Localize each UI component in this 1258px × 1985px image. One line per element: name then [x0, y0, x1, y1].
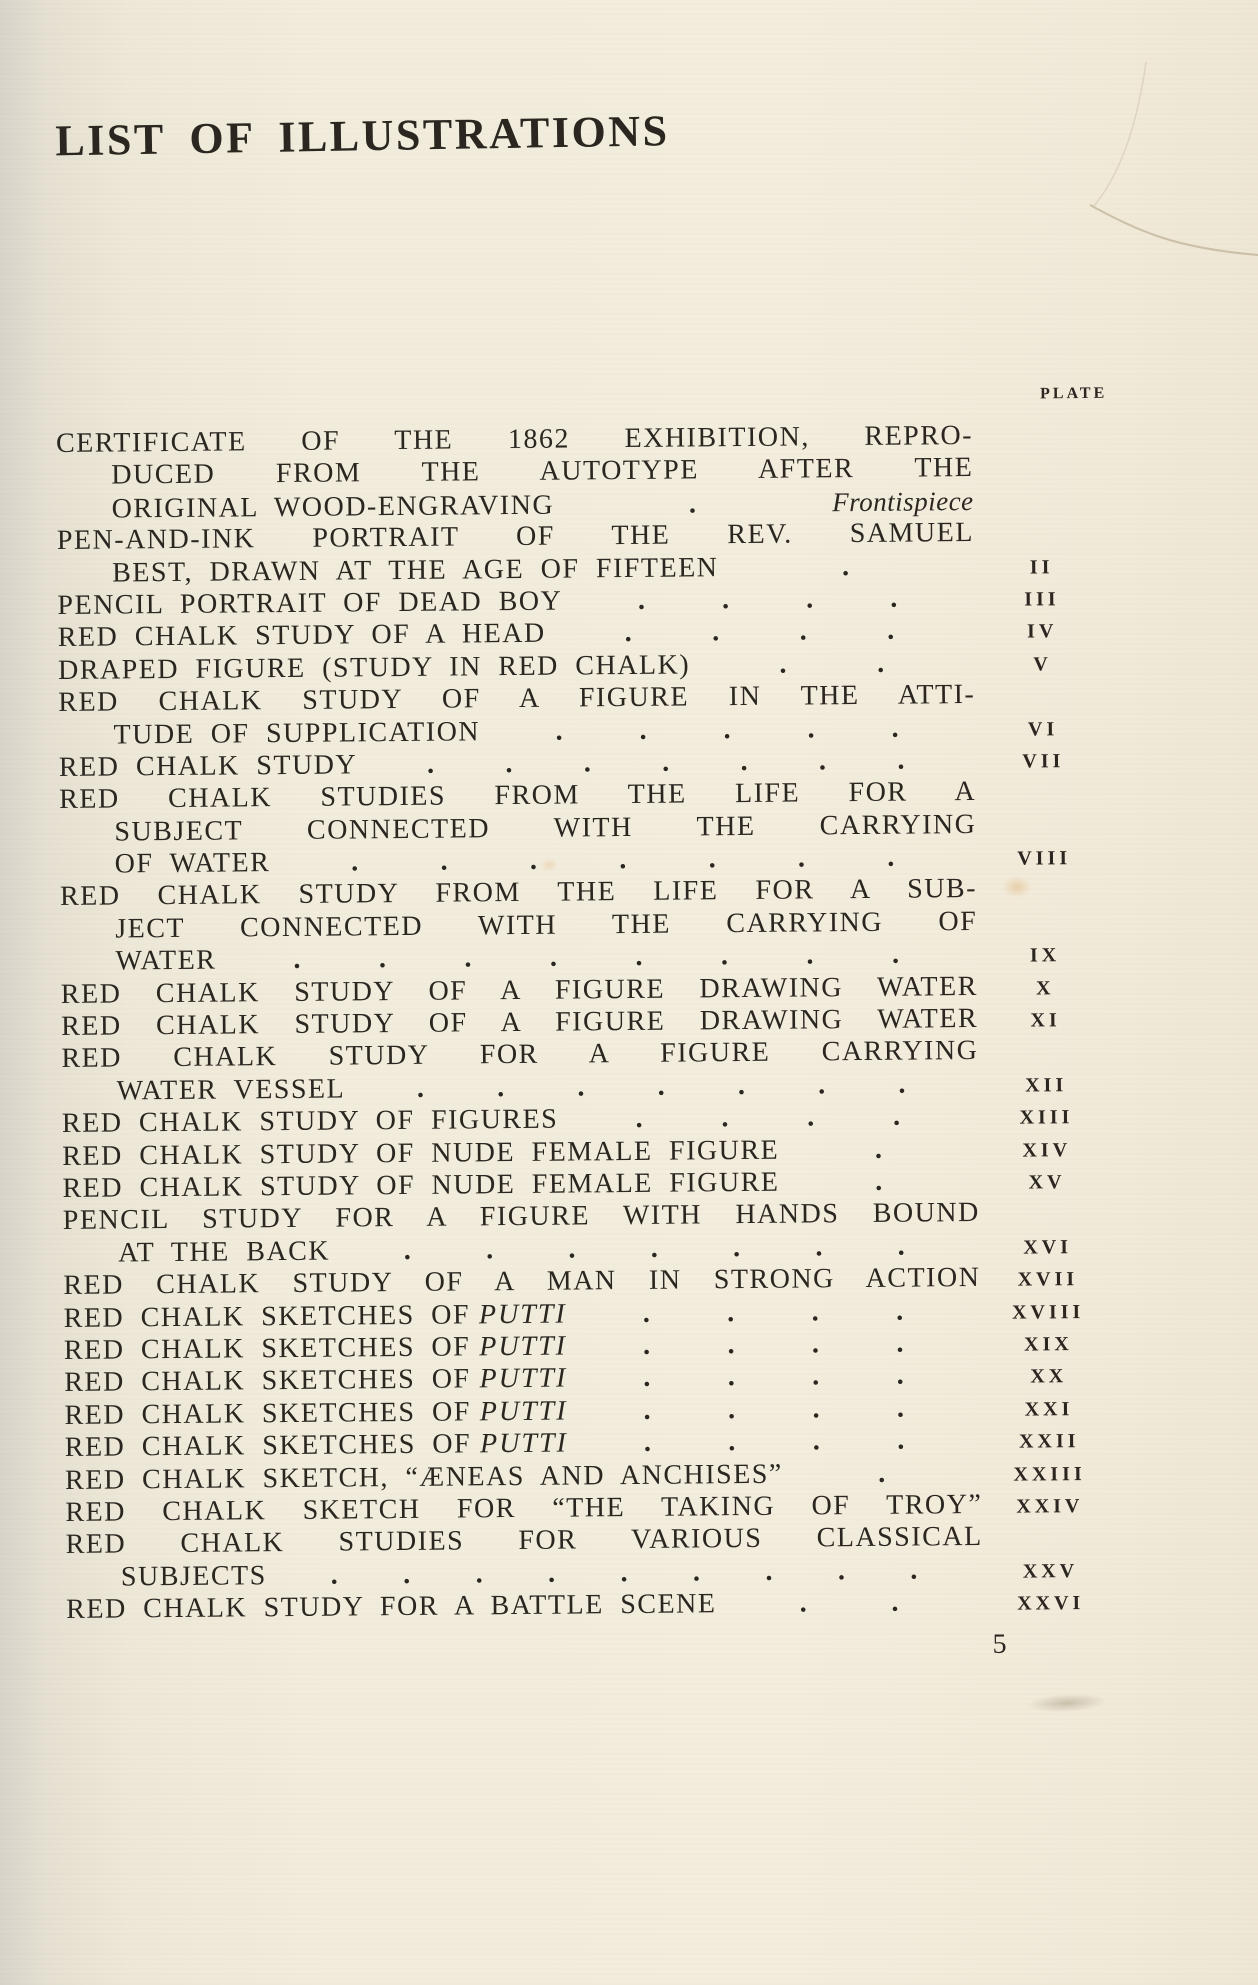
leader-dot: . [818, 745, 828, 777]
plate-numeral [976, 799, 1111, 800]
leader-dot: . [897, 1230, 907, 1262]
leader-dot: . [416, 1072, 426, 1104]
leader-dot: . [351, 846, 360, 878]
plate-numeral: XXII [1018, 1430, 1080, 1453]
entry-text: RED CHALK STUDY OF A MAN IN STRONG ACTION [63, 1262, 981, 1302]
plate-numeral: XVIII [1011, 1300, 1085, 1324]
leader-dots [567, 1294, 981, 1330]
leader-dot: . [811, 1295, 821, 1327]
entry-text: RED CHALK STUDY OF A HEAD [57, 618, 546, 654]
plate-numeral [980, 1220, 1115, 1221]
leader-dot: . [797, 842, 807, 874]
leader-dot: . [721, 584, 731, 616]
entry-text-italic: PUTTI [479, 1362, 568, 1395]
plate-numeral: XII [1025, 1073, 1068, 1097]
leader-dot: . [293, 944, 303, 976]
entry-text: RED CHALK SKETCHES OF [63, 1331, 471, 1366]
leader-dot: . [529, 844, 539, 876]
leader-dot: . [727, 1296, 736, 1328]
leader-dot: . [620, 1556, 630, 1588]
entry-text: RED CHALK STUDY FOR A BATTLE SCENE [66, 1588, 717, 1626]
leader-dot: . [403, 1234, 413, 1266]
page-title: LIST OF ILLUSTRATIONS [55, 106, 670, 166]
plate-numeral: XXIV [1016, 1494, 1084, 1518]
leader-dots [716, 1586, 983, 1621]
leader-dot: . [568, 1233, 578, 1265]
plate-numeral: XXV [1022, 1559, 1079, 1583]
leader-dot: . [887, 841, 896, 873]
plate-numeral: XXI [1024, 1397, 1074, 1421]
leader-dot: . [486, 1233, 495, 1266]
leader-dot: . [712, 616, 721, 648]
plate-numeral [974, 540, 1109, 541]
leader-dot: . [708, 843, 718, 875]
leader-dot: . [728, 1426, 737, 1458]
entry-text: DRAPED FIGURE (STUDY IN RED CHALK) [57, 649, 691, 686]
entry-text: RED CHALK STUDIES FOR VARIOUS CLASSICAL [65, 1521, 983, 1561]
leader-dot: . [721, 1102, 731, 1134]
plate-numeral: XI [1030, 1009, 1061, 1032]
entry-text: AT THE BACK [117, 1235, 331, 1269]
leader-dot: . [657, 1070, 667, 1102]
leader-dots [480, 711, 976, 748]
plate-numeral [983, 1544, 1118, 1545]
leader-dot: . [896, 1359, 906, 1392]
plate-numeral [976, 831, 1111, 832]
plate-numeral: XVI [1023, 1235, 1073, 1259]
leader-dot: . [807, 712, 817, 744]
plate-numeral: XIV [1022, 1138, 1072, 1162]
leader-dot: . [637, 584, 647, 616]
frontispiece-label: Frontispiece [831, 485, 974, 517]
illustration-list [56, 419, 1118, 1627]
plate-numeral: IV [1027, 620, 1058, 643]
leader-dots [357, 744, 976, 782]
leader-dots [554, 487, 832, 522]
entry-text-italic: PUTTI [479, 1427, 569, 1460]
entry-text: RED CHALK STUDY OF NUDE FEMALE FIGURE [62, 1134, 780, 1172]
leader-dot: . [549, 941, 559, 973]
plate-numeral: III [1024, 588, 1060, 611]
entry-text: DUCED FROM THE AUTOTYPE AFTER THE [111, 452, 974, 491]
leader-dot: . [662, 746, 671, 778]
plate-numeral [978, 1058, 1113, 1059]
leader-dot: . [875, 1165, 884, 1197]
entry-text: RED CHALK STUDY [58, 749, 358, 783]
entry-text: WATER [115, 944, 217, 977]
leader-dot: . [643, 1394, 653, 1426]
leader-dot: . [896, 1295, 905, 1327]
leader-dot: . [896, 1392, 906, 1424]
entry-text: PENCIL PORTRAIT OF DEAD BOY [57, 585, 563, 621]
entry-text: SUBJECTS [120, 1559, 267, 1593]
leader-dot: . [583, 747, 593, 779]
leader-dot: . [892, 1100, 902, 1132]
leader-dot: . [692, 1556, 702, 1588]
leader-dot: . [898, 1068, 908, 1100]
page-number: 5 [992, 1628, 1007, 1660]
leader-dot: . [897, 744, 906, 776]
entry-text: RED CHALK STUDY OF A FIGURE DRAWING WATER [61, 1002, 979, 1042]
entry-text: RED CHALK STUDY OF A FIGURE DRAWING WATER [60, 970, 978, 1010]
leader-dot: . [740, 745, 750, 777]
entry-text: TUDE OF SUPPLICATION [113, 715, 481, 751]
leader-dot: . [812, 1425, 822, 1457]
plate-numeral [977, 896, 1112, 897]
plate-numeral: XXIII [1013, 1462, 1086, 1486]
leader-dot: . [891, 938, 901, 970]
entry-text: RED CHALK SKETCH FOR “THE TAKING OF TROY” [65, 1488, 983, 1528]
leader-dot: . [426, 748, 436, 780]
leader-dot: . [635, 1103, 645, 1135]
leader-dots [779, 1133, 979, 1167]
leader-dot: . [619, 844, 628, 876]
leader-dot: . [818, 1069, 827, 1101]
entry-text: RED CHALK SKETCH, “ÆNEAS AND ANCHISES” [64, 1458, 783, 1496]
leader-dots [558, 1100, 979, 1136]
leader-dot: . [841, 550, 851, 582]
leader-dot: . [505, 747, 515, 779]
leader-dots [779, 1165, 979, 1199]
entry-text: RED CHALK STUDY FOR A FIGURE CARRYING [61, 1035, 979, 1075]
plate-numeral [974, 509, 1109, 510]
entry-text: RED CHALK STUDY OF NUDE FEMALE FIGURE [62, 1166, 780, 1204]
plate-numeral: VI [1027, 717, 1059, 741]
leader-dot: . [806, 939, 816, 971]
leader-dot: . [765, 1555, 775, 1587]
leader-dots [568, 1424, 982, 1460]
leader-dot: . [877, 647, 886, 679]
plate-numeral [975, 702, 1110, 703]
leader-dot: . [643, 1426, 653, 1458]
plate-numeral: XIX [1024, 1333, 1073, 1356]
leader-dot: . [891, 712, 901, 744]
plate-numeral: XIII [1019, 1106, 1074, 1129]
plate-numeral [977, 929, 1112, 930]
leader-dot: . [887, 615, 896, 647]
leader-dot: . [891, 1586, 901, 1618]
leader-dot: . [577, 1071, 587, 1103]
entry-text: RED CHALK SKETCHES OF [64, 1396, 471, 1431]
plate-numeral: XV [1028, 1171, 1066, 1194]
leader-dot: . [732, 1231, 742, 1263]
leader-dot: . [727, 1361, 737, 1393]
leader-dot: . [799, 1587, 809, 1619]
entry-text: CERTIFICATE OF THE 1862 EXHIBITION, REPRO- [55, 419, 974, 459]
leader-dot: . [642, 1329, 652, 1361]
plate-numeral: XX [1030, 1365, 1068, 1388]
leader-dot: . [723, 713, 733, 745]
leader-dot: . [403, 1558, 412, 1590]
entry-text: RED CHALK SKETCHES OF [63, 1298, 471, 1334]
plate-numeral: V [1033, 653, 1052, 676]
plate-numeral: XVII [1017, 1268, 1079, 1291]
leader-dots [567, 1392, 981, 1428]
leader-dot: . [837, 1554, 847, 1586]
entry-text: RED CHALK STUDY OF A FIGURE IN THE ATTI- [58, 679, 976, 719]
leader-dot: . [779, 648, 789, 680]
leader-dot: . [874, 1133, 884, 1165]
leader-dot: . [737, 1069, 747, 1101]
leader-dot: . [897, 1424, 906, 1456]
entry-text: RED CHALK STUDY OF FIGURES [61, 1103, 559, 1140]
plate-numeral: IX [1029, 944, 1061, 967]
leader-dot: . [547, 1557, 557, 1589]
leader-dots [546, 614, 975, 650]
leader-dots [783, 1456, 983, 1490]
leader-dot: . [811, 1328, 821, 1360]
plate-numeral: X [1036, 976, 1055, 1000]
leader-dot: . [642, 1297, 652, 1329]
entry-text: RED CHALK SKETCHES OF [64, 1428, 472, 1464]
plate-numeral [973, 443, 1108, 444]
leader-dots [690, 647, 975, 682]
leader-dot: . [688, 488, 698, 520]
entry-text: OF WATER [114, 847, 271, 880]
entry-text-italic: PUTTI [479, 1395, 568, 1428]
entry-text: RED CHALK STUDY FROM THE LIFE FOR A SUB- [59, 873, 978, 913]
entry-text: ORIGINAL WOOD-ENGRAVING [111, 489, 555, 525]
leader-dot: . [378, 943, 388, 975]
leader-dot: . [812, 1360, 821, 1392]
leader-dot: . [910, 1554, 919, 1586]
plate-column-header: PLATE [1040, 384, 1108, 403]
leader-dots [562, 582, 974, 618]
entry-text: SUBJECT CONNECTED WITH THE CARRYING [114, 808, 977, 848]
entry-text-italic: PUTTI [478, 1298, 567, 1330]
entry-text: RED CHALK STUDIES FROM THE LIFE FOR A [59, 776, 977, 816]
entry-text-italic: PUTTI [479, 1330, 568, 1363]
leader-dot: . [464, 942, 474, 974]
leader-dot: . [807, 1101, 816, 1133]
entry-text: PENCIL STUDY FOR A FIGURE WITH HANDS BOUND [62, 1197, 980, 1237]
leader-dot: . [812, 1393, 822, 1425]
leader-dot: . [635, 941, 645, 973]
leader-dot: . [624, 617, 634, 649]
leader-dot: . [330, 1559, 340, 1591]
entry-text: JECT CONNECTED WITH THE CARRYING OF [115, 905, 978, 945]
leader-dot: . [815, 1231, 825, 1263]
leader-dot: . [639, 714, 649, 746]
plate-numeral [973, 475, 1108, 476]
leader-dot: . [727, 1393, 737, 1425]
plate-numeral: VII [1022, 750, 1065, 773]
leader-dots [567, 1359, 981, 1395]
entry-text: BEST, DRAWN AT THE AGE OF FIFTEEN [112, 551, 719, 589]
leader-dot: . [878, 1457, 887, 1489]
leader-dot: . [799, 615, 809, 647]
leader-dot: . [555, 715, 565, 747]
plate-numeral: VIII [1017, 847, 1072, 870]
leader-dot: . [896, 1327, 906, 1359]
leader-dot: . [720, 940, 730, 972]
leader-dot: . [650, 1232, 660, 1264]
entry-text: PEN-AND-INK PORTRAIT OF THE REV. SAMUEL [56, 517, 975, 557]
leader-dots [567, 1327, 981, 1363]
entry-text: RED CHALK SKETCHES OF [64, 1363, 471, 1399]
leader-dot: . [475, 1557, 485, 1590]
leader-dot: . [890, 582, 899, 614]
leader-dots [718, 550, 974, 585]
entry-text: WATER VESSEL [116, 1073, 346, 1107]
plate-numeral: XXVI [1017, 1592, 1085, 1615]
leader-dot: . [497, 1071, 506, 1103]
plate-numeral: II [1029, 555, 1054, 579]
leader-dot: . [643, 1362, 652, 1394]
leader-dot: . [806, 583, 815, 615]
leader-dot: . [727, 1329, 737, 1361]
leader-dot: . [440, 845, 450, 877]
